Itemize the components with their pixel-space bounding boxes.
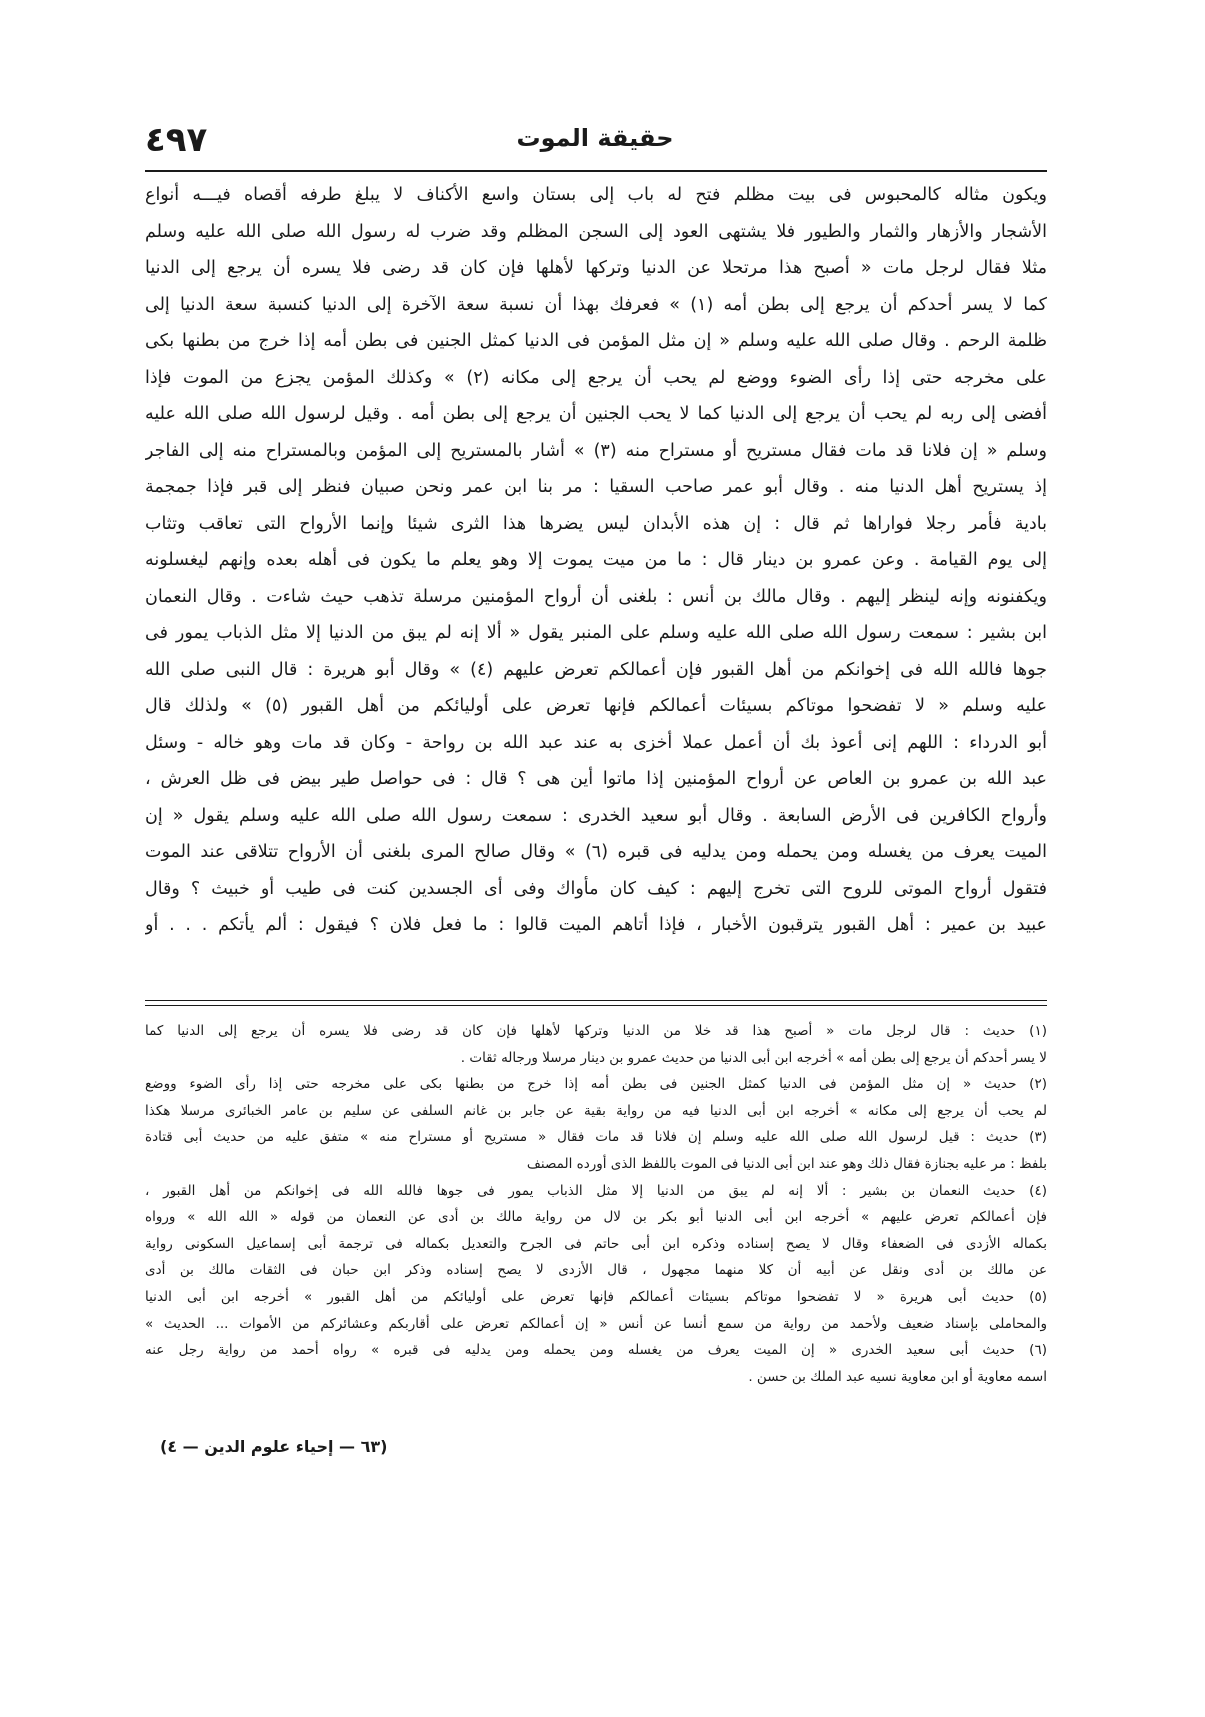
text-line: عبيد بن عمير : أهل القبور يترقبون الأخبار ، فإذا أتاهم الميت قالوا : ما فعل فلان ؟ فيقول : ألم يأتكم . . . أو [145, 915, 1047, 935]
text-line: بادية فأمر رجلا فواراها ثم قال : إن هذه الأبدان ليس يضرها هذا الثرى شيئا وإنما الأرواح التى تعاقب وتثاب [145, 513, 1047, 534]
text-line: أفضى إلى ربه لم يحب أن يرجع إلى الدنيا كما لا يحب الجنين أن يرجع إلى بطن أمه . وقيل لرسول الله صلى الله عليه [145, 404, 1047, 424]
header-rule [145, 170, 1047, 172]
main-text [145, 177, 1047, 944]
text-line: إلى يوم القيامة . وعن عمرو بن دينار قال : ما من ميت يموت إلا وهو يعلم ما يكون فى أهله بعده وإنهم ليغسلونه [145, 550, 1047, 570]
footnote-line: (٤) حديث النعمان بن بشير : ألا إنه لم يبق من الدنيا إلا مثل الذباب يمور فى جوها فالله الله فى إخوانكم من أهل القبور ، [145, 1182, 1047, 1199]
footnote-line: (١) حديث : قال لرجل مات « أصبح هذا قد خلا من الدنيا وتركها لأهلها فإن كان قد رضى فلا يسره أن يرجع إلى الدنيا كما [145, 1023, 1047, 1039]
text-line: الميت يعرف من يغسله ومن يحمله ومن يدليه فى قبره (٦) » وقال صالح المرى بلغنى أن الأرواح تتلاقى عند الموت [145, 842, 1047, 862]
footnote-line: بلفظ : مر عليه بجنازة فقال ذلك وهو عند ابن أبى الدنيا فى الموت باللفظ الذى أورده المصنف [526, 1155, 1047, 1172]
footnote-line: فإن أعمالكم تعرض عليهم » أخرجه ابن أبى الدنيا أبو بكر بن لال من رواية مالك بن أدى عن النعمان من قوله « الله الله » ورواه [145, 1209, 1047, 1226]
text-line: أبو الدرداء : اللهم إنى أعوذ بك أن أعمل عملا أخزى به عند عبد الله بن رواحة - وكان قد مات وهو خاله - وسئل [145, 732, 1047, 753]
text-line: ظلمة الرحم . وقال صلى الله عليه وسلم « إن مثل المؤمن فى الدنيا كمثل الجنين فى بطن أمه إذا خرج من بطنها بكى [145, 331, 1047, 351]
text-line: ابن بشير : سمعت رسول الله صلى الله عليه وسلم على المنبر يقول « ألا إنه لم يبق من الدنيا إلا مثل الذباب يمور فى [145, 623, 1047, 643]
text-line: عليه وسلم « لا تفضحوا موتاكم بسيئات أعمالكم فإنها تعرض على أوليائكم من أهل القبور (٥) » ولذلك قال [145, 696, 1047, 716]
text-line: على مخرجه حتى إذا رأى الضوء ووضع لم يحب أن يرجع إلى مكانه (٢) » وكذلك المؤمن يجزع من الموت فإذا [145, 367, 1047, 388]
footnote-line: بكماله الأزدى فى الضعفاء وقال لا يصح إسناده وذكره ابن أبى حاتم فى الجرح والتعديل بكماله فى ترجمة أبى إسماعيل السكونى رواية [145, 1235, 1047, 1252]
footnote-separator [145, 1000, 1047, 1006]
text-line: فتقول أرواح الموتى للروح التى تخرج إليهم : كيف كان مأواك وفى أى الجسدين كنت فى طيب أو خبيث ؟ وقال [145, 878, 1047, 899]
printer-signature: (٦٣ — إحياء علوم الدين — ٤) [160, 1437, 388, 1456]
page-number: ٤٩٧ [145, 120, 208, 160]
text-line: عبد الله بن عمرو بن العاص عن أرواح المؤمنين إذا ماتوا أين هى ؟ قال : فى حواصل طير بيض فى ظل العرش ، [145, 769, 1047, 789]
text-line: ويكفنونه وإنه لينظر إليهم . وقال مالك بن أنس : بلغنى أن أرواح المؤمنين مرسلة تذهب حيث شاءت . وقال النعمان [145, 586, 1047, 607]
footnote-line: لم يحب أن يرجع إلى مكانه » أخرجه ابن أبى الدنيا فيه من رواية بقية عن جابر بن غانم السلفى عن سليم بن عامر الخبائرى مرسلا هكذا [145, 1102, 1047, 1119]
running-title: حقيقة الموت [516, 124, 674, 152]
text-line: وأرواح الكافرين فى الأرض السابعة . وقال أبو سعيد الخدرى : سمعت رسول الله صلى الله عليه وسلم يقول « إن [145, 805, 1047, 826]
text-line: كما لا يسر أحدكم أن يرجع إلى بطن أمه (١) » فعرفك بهذا أن نسبة سعة الآخرة إلى الدنيا كنسبة سعة الدنيا إلى [145, 294, 1047, 315]
footnote-line: عن مالك بن أدى ونقل عن أبيه أن كلا منهما مجهول ، قال الأزدى لا يصح إسناده وذكر ابن حبان فى الثقات مالك بن أدى [145, 1262, 1047, 1279]
text-line: مثلا فقال لرجل مات « أصبح هذا مرتحلا عن الدنيا وتركها لأهلها فإن كان قد رضى فلا يسره أن يرجع إلى الدنيا [145, 258, 1047, 278]
page-header [145, 118, 1045, 168]
text-line: جوها فالله الله فى إخوانكم من أهل القبور فإن أعمالكم تعرض عليهم (٤) » وقال أبو هريرة : قال النبى صلى الله [145, 659, 1047, 680]
footnote-line: والمحاملى بإسناد ضعيف ولأحمد من رواية من سمع أنسا عن أنس « إن أعمالكم تعرض على أقاربكم وعشائركم من الأموات ... الحديث » [145, 1315, 1047, 1332]
text-line: وسلم « إن فلانا قد مات فقال مستريح أو مستراح منه (٣) » أشار بالمستريح إلى المؤمن وبالمستراح منه إلى الفاجر [145, 440, 1047, 461]
footnote-line: (٣) حديث : قيل لرسول الله صلى الله عليه وسلم إن فلانا قد مات فقال « مستريح أو مستراح منه » متفق عليه من حديث أبى قتادة [145, 1129, 1047, 1146]
footnote-line: اسمه معاوية أو ابن معاوية نسيه عبد الملك بن حسن . [748, 1368, 1047, 1385]
footnote-line: (٢) حديث « إن مثل المؤمن فى الدنيا كمثل الجنين فى بطن أمه إذا خرج من بطنها بكى على مخرجه حتى إذا رأى الضوء ووضع [145, 1076, 1047, 1093]
footnote-line: لا يسر أحدكم أن يرجع إلى بطن أمه » أخرجه ابن أبى الدنيا من حديث عمرو بن دينار مرسلا ورجاله ثقات . [460, 1049, 1047, 1066]
text-line: إذ يستريح أهل الدنيا منه . وقال أبو عمر صاحب السقيا : مر بنا ابن عمر ونحن صبيان فنظر إلى قبر فإذا جمجمة [145, 477, 1047, 497]
text-line: ويكون مثاله كالمحبوس فى بيت مظلم فتح له باب إلى بستان واسع الأكناف لا يبلغ طرفه أقصاه فيـــه أنواع [145, 185, 1047, 205]
text-line: الأشجار والأزهار والثمار والطيور فلا يشتهى العود إلى السجن المظلم وقد ضرب له رسول الله صلى الله عليه وسلم [145, 221, 1047, 242]
footnotes [145, 1018, 1047, 1390]
footnote-line: (٥) حديث أبى هريرة « لا تفضحوا موتاكم بسيئات أعمالكم فإنها تعرض على أوليائكم من أهل القبور » أخرجه ابن أبى الدنيا [145, 1288, 1047, 1305]
footnote-line: (٦) حديث أبى سعيد الخدرى « إن الميت يعرف من يغسله ومن يحمله ومن يدليه فى قبره » رواه أحمد من رواية رجل عنه [145, 1342, 1047, 1359]
